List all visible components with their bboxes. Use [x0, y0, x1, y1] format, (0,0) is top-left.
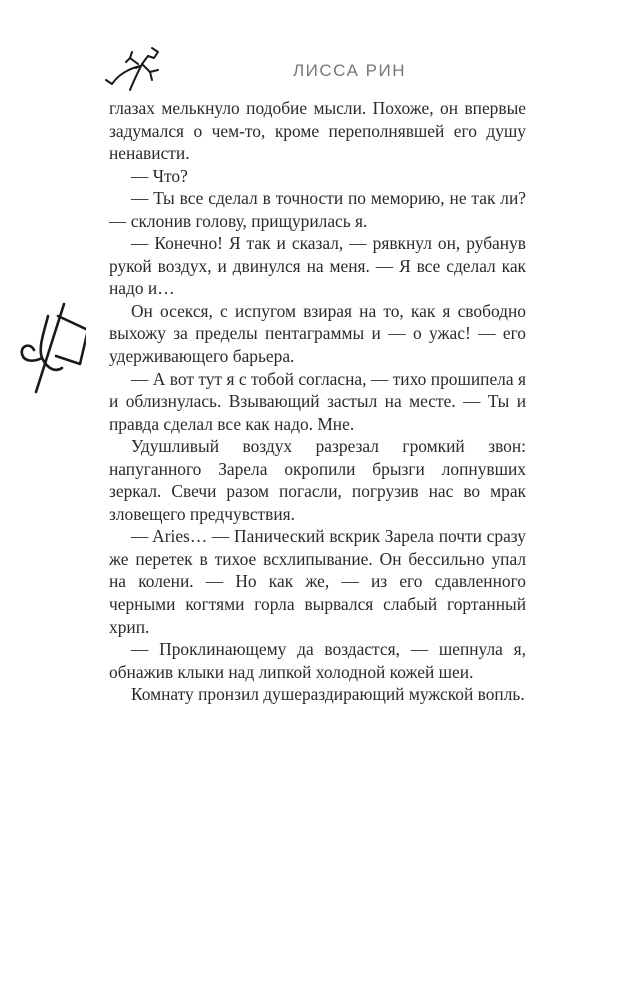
paragraph: Он осекся, с испугом взирая на то, как я свободно выхожу за пределы пентаграммы и — о ужас! — его удерживающего барьера.	[109, 300, 526, 367]
body-text	[109, 97, 526, 706]
paragraph: Удушливый воздух разрезал громкий звон: напуганного Зарела окропили брызги лопнувших зеркал. Свечи разом погасли, погрузив нас во мрак зловещего предчувствия.	[109, 436, 526, 524]
paragraph: — Aries… — Панический вскрик Зарела почти сразу же перетек в тихое всхлипывание. Он бессильно упал на колени. — Но как же, — из его сдавленного черными когтями горла вырвался слабый гортанный хрип.	[109, 526, 526, 637]
paragraph: — Ты все сделал в точности по меморию, не так ли? — склонив голову, прищурилась я.	[109, 188, 526, 231]
running-head-author: ЛИССА РИН	[293, 61, 406, 80]
paragraph: — Конечно! Я так и сказал, — рявкнул он, рубанув рукой воздух, и двинулся на меня. — Я все сделал как надо и…	[109, 233, 526, 299]
paragraph: глазах мелькнуло подобие мысли. Похоже, он впервые задумался о чем-то, кроме переполнявшей его душу ненависти.	[109, 98, 526, 164]
paragraph: — Проклинающему да воздастся, — шепнула я, обнажив клыки над липкой холодной кожей шеи.	[109, 639, 526, 682]
paragraph: Комнату пронзил душераздирающий мужской вопль.	[131, 684, 525, 705]
phi-sigil-icon	[8, 292, 86, 397]
paragraph: — Что?	[131, 165, 188, 186]
paragraph: — А вот тут я с тобой согласна, — тихо прошипела я и облизнулась. Взывающий застыл на месте. — Ты и правда сделал все как надо. Мне.	[109, 368, 526, 434]
